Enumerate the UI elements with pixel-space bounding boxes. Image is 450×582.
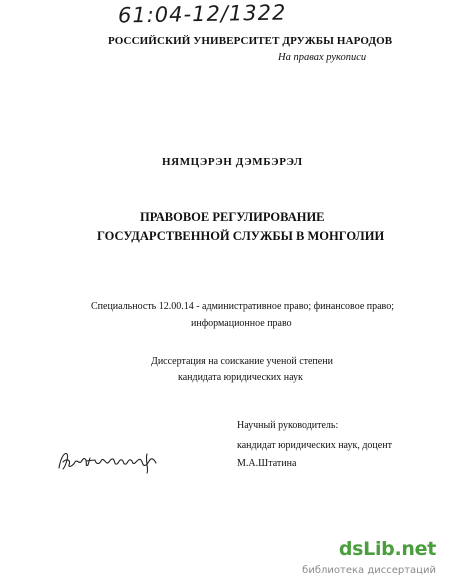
dissertation-degree-line-2: кандидата юридических наук	[178, 372, 303, 383]
archive-number-stamp: 61:04-12/1322	[117, 0, 287, 28]
watermark-tagline: библиотека диссертаций	[302, 565, 436, 576]
specialty-line-2: информационное право	[191, 318, 292, 329]
dissertation-degree-line-1: Диссертация на соискание ученой степени	[151, 356, 333, 367]
author-name: НЯМЦЭРЭН ДЭМБЭРЭЛ	[162, 156, 303, 168]
thesis-title-line-2: ГОСУДАРСТВЕННОЙ СЛУЖБЫ В МОНГОЛИИ	[97, 229, 385, 243]
university-name: РОССИЙСКИЙ УНИВЕРСИТЕТ ДРУЖБЫ НАРОДОВ	[108, 35, 393, 47]
advisor-degree: кандидат юридических наук, доцент	[237, 440, 392, 451]
manuscript-note: На правах рукописи	[278, 52, 367, 63]
watermark-brand: dsLib.net	[338, 538, 436, 560]
thesis-title-line-1: ПРАВОВОЕ РЕГУЛИРОВАНИЕ	[140, 210, 325, 224]
advisor-label: Научный руководитель:	[237, 420, 339, 431]
specialty-line-1: Специальность 12.00.14 - административное право; финансовое право;	[91, 301, 394, 312]
signature-icon	[55, 448, 161, 474]
advisor-name: М.А.Штатина	[237, 458, 297, 469]
